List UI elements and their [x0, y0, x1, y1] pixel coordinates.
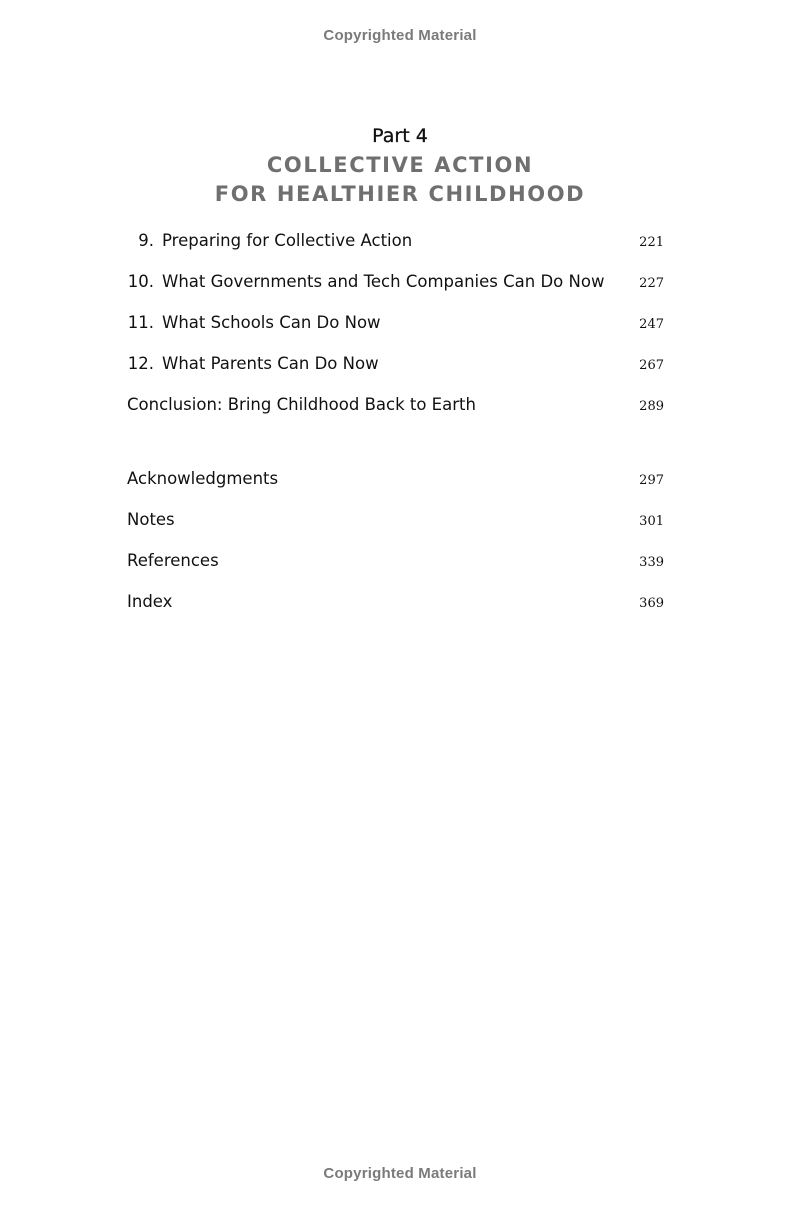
toc-row-index[interactable] [127, 589, 664, 630]
part-label: Part 4 [372, 125, 428, 147]
section-title: References [127, 551, 219, 570]
part-header [0, 123, 800, 209]
chapter-title: What Governments and Tech Companies Can Do Now [162, 272, 605, 291]
toc-row-chapter-11[interactable] [127, 310, 664, 351]
chapter-title: Preparing for Collective Action [162, 231, 413, 250]
toc-row-chapter-10[interactable] [127, 269, 664, 310]
part-title-line-2: FOR HEALTHIER CHILDHOOD [214, 182, 586, 206]
page-number: 221 [639, 235, 664, 250]
chapter-title: Conclusion: Bring Childhood Back to Earth [127, 395, 476, 414]
chapter-number: 11. [127, 313, 154, 332]
page-number: 267 [639, 358, 664, 373]
page-number: 289 [639, 399, 664, 414]
toc-row-references[interactable] [127, 548, 664, 589]
part-title [0, 151, 800, 209]
toc-back-matter [127, 466, 664, 630]
page-number: 247 [639, 317, 664, 332]
toc-row-chapter-9[interactable] [127, 228, 664, 269]
section-title: Index [127, 592, 173, 611]
toc-row-notes[interactable] [127, 507, 664, 548]
part-title-line-1: COLLECTIVE ACTION [266, 153, 534, 177]
page-number: 297 [639, 473, 664, 488]
section-title: Notes [127, 510, 175, 529]
toc-row-acknowledgments[interactable] [127, 466, 664, 507]
toc-row-conclusion[interactable] [127, 392, 664, 433]
chapter-number: 12. [127, 354, 154, 373]
copyright-watermark-bottom: Copyrighted Material [323, 1165, 477, 1182]
chapter-number: 9. [138, 231, 154, 250]
toc-row-chapter-12[interactable] [127, 351, 664, 392]
page-number: 227 [639, 276, 664, 291]
chapter-title: What Schools Can Do Now [162, 313, 381, 332]
chapter-title: What Parents Can Do Now [162, 354, 379, 373]
section-title: Acknowledgments [127, 469, 279, 488]
copyright-watermark-top: Copyrighted Material [323, 27, 477, 44]
chapter-number: 10. [127, 272, 154, 291]
page-number: 339 [639, 555, 664, 570]
page-number: 301 [639, 514, 664, 529]
page-number: 369 [639, 596, 664, 611]
toc-chapters [127, 228, 664, 433]
